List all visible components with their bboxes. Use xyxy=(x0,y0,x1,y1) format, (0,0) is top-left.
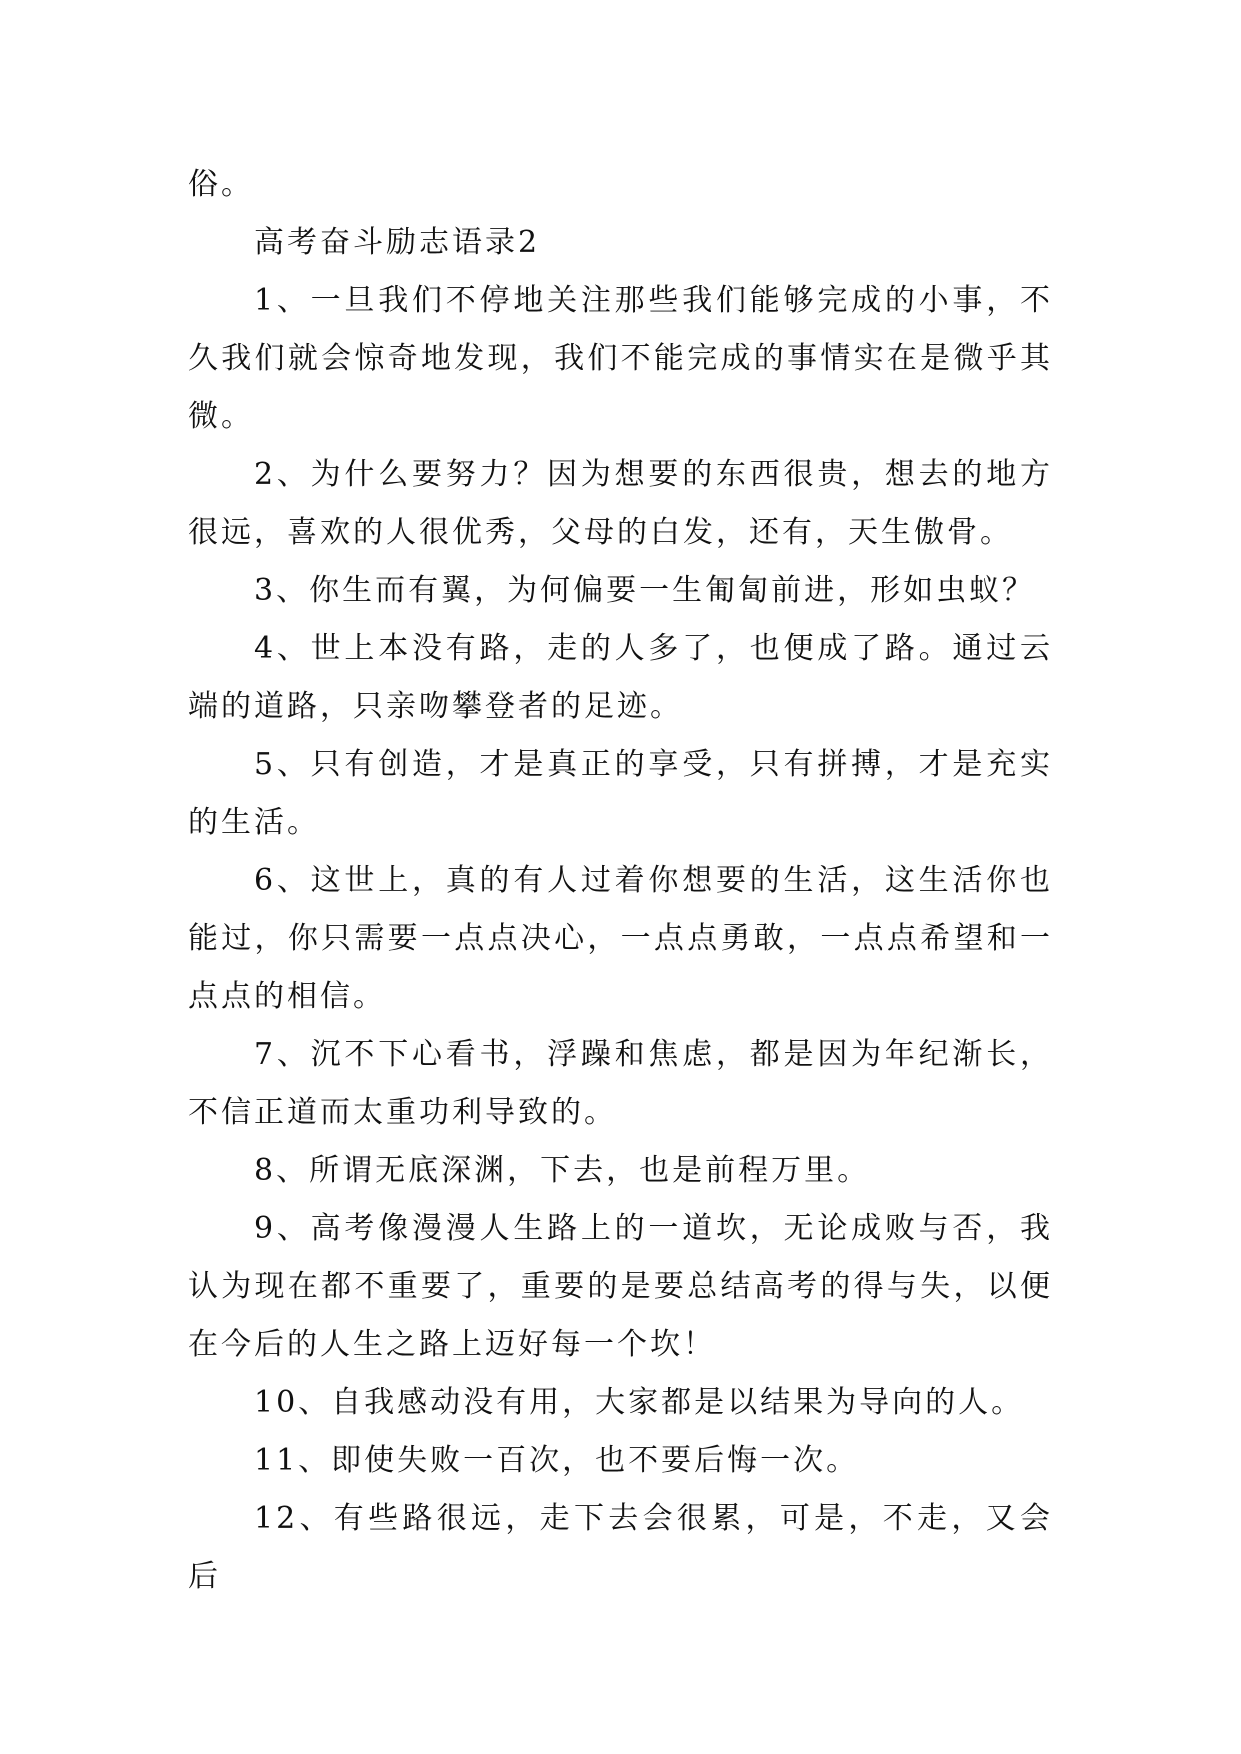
list-item: 12、有些路很远，走下去会很累，可是，不走，又会后 xyxy=(188,1501,1053,1594)
list-item: 11、即使失败一百次，也不要后悔一次。 xyxy=(254,1443,860,1478)
document-body xyxy=(188,156,1053,1606)
continuation-text: 俗。 xyxy=(188,167,254,202)
list-item: 10、自我感动没有用，大家都是以结果为导向的人。 xyxy=(254,1385,1025,1420)
list-item: 6、这世上，真的有人过着你想要的生活，这生活你也能过，你只需要一点点决心，一点点勇敢，一点点希望和一点点的相信。 xyxy=(188,863,1053,1014)
list-item: 8、所谓无底深渊，下去，也是前程万里。 xyxy=(254,1153,871,1188)
list-item: 1、一旦我们不停地关注那些我们能够完成的小事，不久我们就会惊奇地发现，我们不能完成的事情实在是微乎其微。 xyxy=(188,283,1053,434)
list-item: 7、沉不下心看书，浮躁和焦虑，都是因为年纪渐长，不信正道而太重功利导致的。 xyxy=(188,1037,1053,1130)
list-item: 5、只有创造，才是真正的享受，只有拼搏，才是充实的生活。 xyxy=(188,747,1053,840)
list-item: 3、你生而有翼，为何偏要一生匍匐前进，形如虫蚁？ xyxy=(254,573,1036,608)
list-item: 9、高考像漫漫人生路上的一道坎，无论成败与否，我认为现在都不重要了，重要的是要总结高考的得与失，以便在今后的人生之路上迈好每一个坎！ xyxy=(188,1211,1053,1362)
list-item: 2、为什么要努力？因为想要的东西很贵，想去的地方很远，喜欢的人很优秀，父母的白发，还有，天生傲骨。 xyxy=(188,457,1053,550)
section-title: 高考奋斗励志语录2 xyxy=(254,225,541,260)
list-item: 4、世上本没有路，走的人多了，也便成了路。通过云端的道路，只亲吻攀登者的足迹。 xyxy=(188,631,1053,724)
